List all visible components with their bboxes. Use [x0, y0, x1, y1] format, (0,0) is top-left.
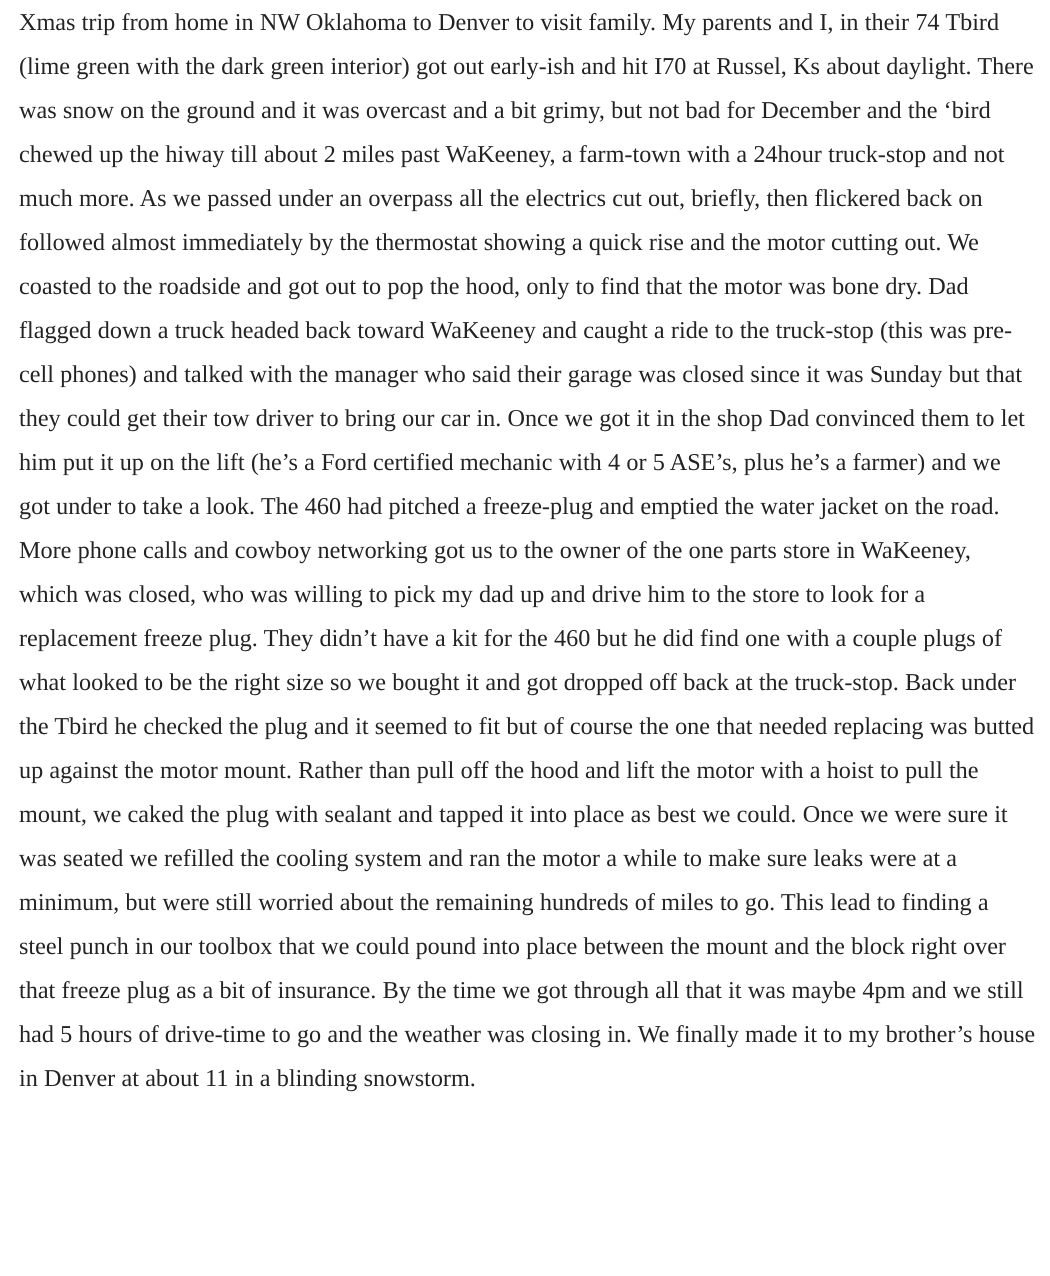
story-paragraph: Xmas trip from home in NW Oklahoma to Denver to visit family. My parents and I, in their 74 Tbird (lime green with the dark green interior) got out early-ish and hit I70 at Russel, Ks about daylight. There was snow on the ground and it was overcast and a bit grimy, but not bad for December and the ‘bird chewed up the hiway till about 2 miles past WaKeeney, a farm-town with a 24hour truck-stop and not much more. As we passed under an overpass all the electrics cut out, briefly, then flickered back on followed almost immediately by the thermostat showing a quick rise and the motor cutting out. We coasted to the roadside and got out to pop the hood, only to find that the motor was bone dry. Dad flagged down a truck headed back toward WaKeeney and caught a ride to the truck-stop (this was pre-cell phones) and talked with the manager who said their garage was closed since it was Sunday but that they could get their tow driver to bring our car in. Once we got it in the shop Dad convinced them to let him put it up on the lift (he’s a Ford certified mechanic with 4 or 5 ASE’s, plus he’s a farmer) and we got under to take a look. The 460 had pitched a freeze-plug and emptied the water jacket on the road. More phone calls and cowboy networking got us to the owner of the one parts store in WaKeeney, which was closed, who was willing to pick my dad up and drive him to the store to look for a replacement freeze plug. They didn’t have a kit for the 460 but he did find one with a couple plugs of what looked to be the right size so we bought it and got dropped off back at the truck-stop. Back under the Tbird he checked the plug and it seemed to fit but of course the one that needed replacing was butted up against the motor mount. Rather than pull off the hood and lift the motor with a hoist to pull the mount, we caked the plug with sealant and tapped it into place as best we could. Once we were sure it was seated we refilled the cooling system and ran the motor a while to make sure leaks were at a minimum, but were still worried about the remaining hundreds of miles to go. This lead to finding a steel punch in our toolbox that we could pound into place between the mount and the block right over that freeze plug as a bit of insurance. By the time we got through all that it was maybe 4pm and we still had 5 hours of drive-time to go and the weather was closing in. We finally made it to my brother’s house in Denver at about 11 in a blinding snowstorm.: [19, 9, 1036, 1092]
